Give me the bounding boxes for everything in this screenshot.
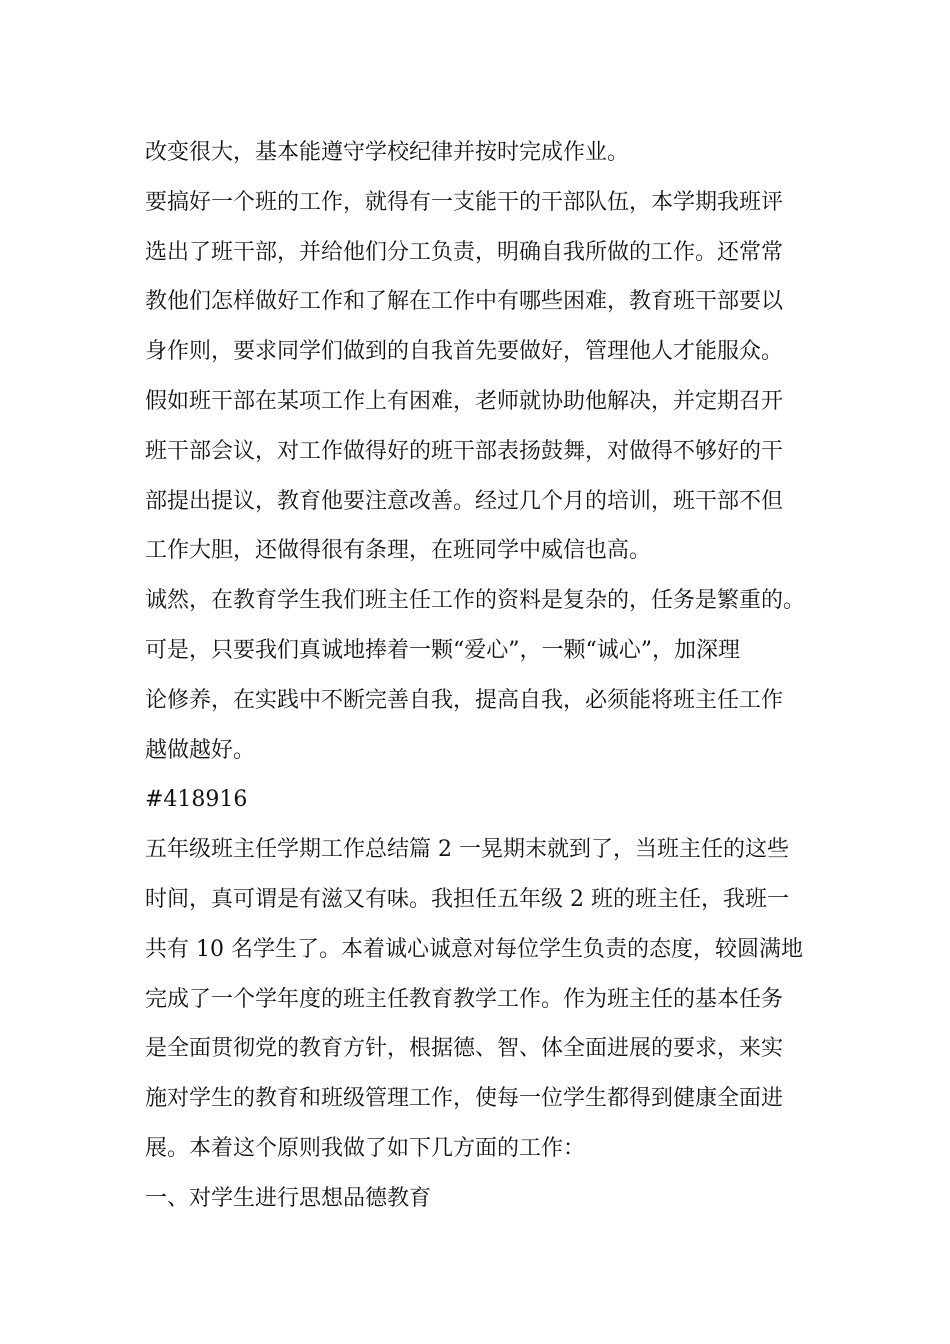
text-line: 工作大胆，还做得很有条理，在班同学中威信也高。 [145,538,652,564]
text-line: 时间，真可谓是有滋又有味。我担任五年级 2 班的班主任，我班一 [145,886,789,912]
text-line: 要搞好一个班的工作，就得有一支能干的干部队伍，本学期我班评 [145,189,784,215]
text-line: 教他们怎样做好工作和了解在工作中有哪些困难，教育班干部要以 [145,289,784,315]
text-line: 选出了班干部，并给他们分工负责，明确自我所做的工作。还常常 [145,239,784,265]
text-line: 施对学生的教育和班级管理工作，使每一位学生都得到健康全面进 [145,1086,784,1112]
text-line: 可是，只要我们真诚地捧着一颗“爱心”，一颗“诚心”，加深理 [145,637,740,663]
text-line: 班干部会议，对工作做得好的班干部表扬鼓舞，对做得不够好的干 [145,438,784,464]
text-line: 五年级班主任学期工作总结篇 2 一晃期末就到了，当班主任的这些 [145,837,789,863]
document-body [145,128,825,1224]
text-line: 假如班干部在某项工作上有困难，老师就协助他解决，并定期召开 [145,388,784,414]
section-heading: 一、对学生进行思想品德教育 [145,1185,432,1211]
text-line: 是全面贯彻党的教育方针，根据德、智、体全面进展的要求，来实 [145,1036,784,1062]
text-line: 完成了一个学年度的班主任教育教学工作。作为班主任的基本任务 [145,986,784,1012]
text-line: 越做越好。 [145,737,256,763]
text-line: 身作则，要求同学们做到的自我首先要做好，管理他人才能服众。 [145,339,784,365]
text-line: 论修养，在实践中不断完善自我，提高自我，必须能将班主任工作 [145,687,784,713]
text-line: 诚然，在教育学生我们班主任工作的资料是复杂的，任务是繁重的。 [145,588,806,614]
text-line: 共有 10 名学生了。本着诚心诚意对每位学生负责的态度，较圆满地 [145,936,803,962]
text-line: 展。本着这个原则我做了如下几方面的工作： [145,1135,586,1161]
document-id: #418916 [145,787,248,813]
text-line: 部提出提议，教育他要注意改善。经过几个月的培训，班干部不但 [145,488,784,514]
text-line: 改变很大，基本能遵守学校纪律并按时完成作业。 [145,140,630,165]
